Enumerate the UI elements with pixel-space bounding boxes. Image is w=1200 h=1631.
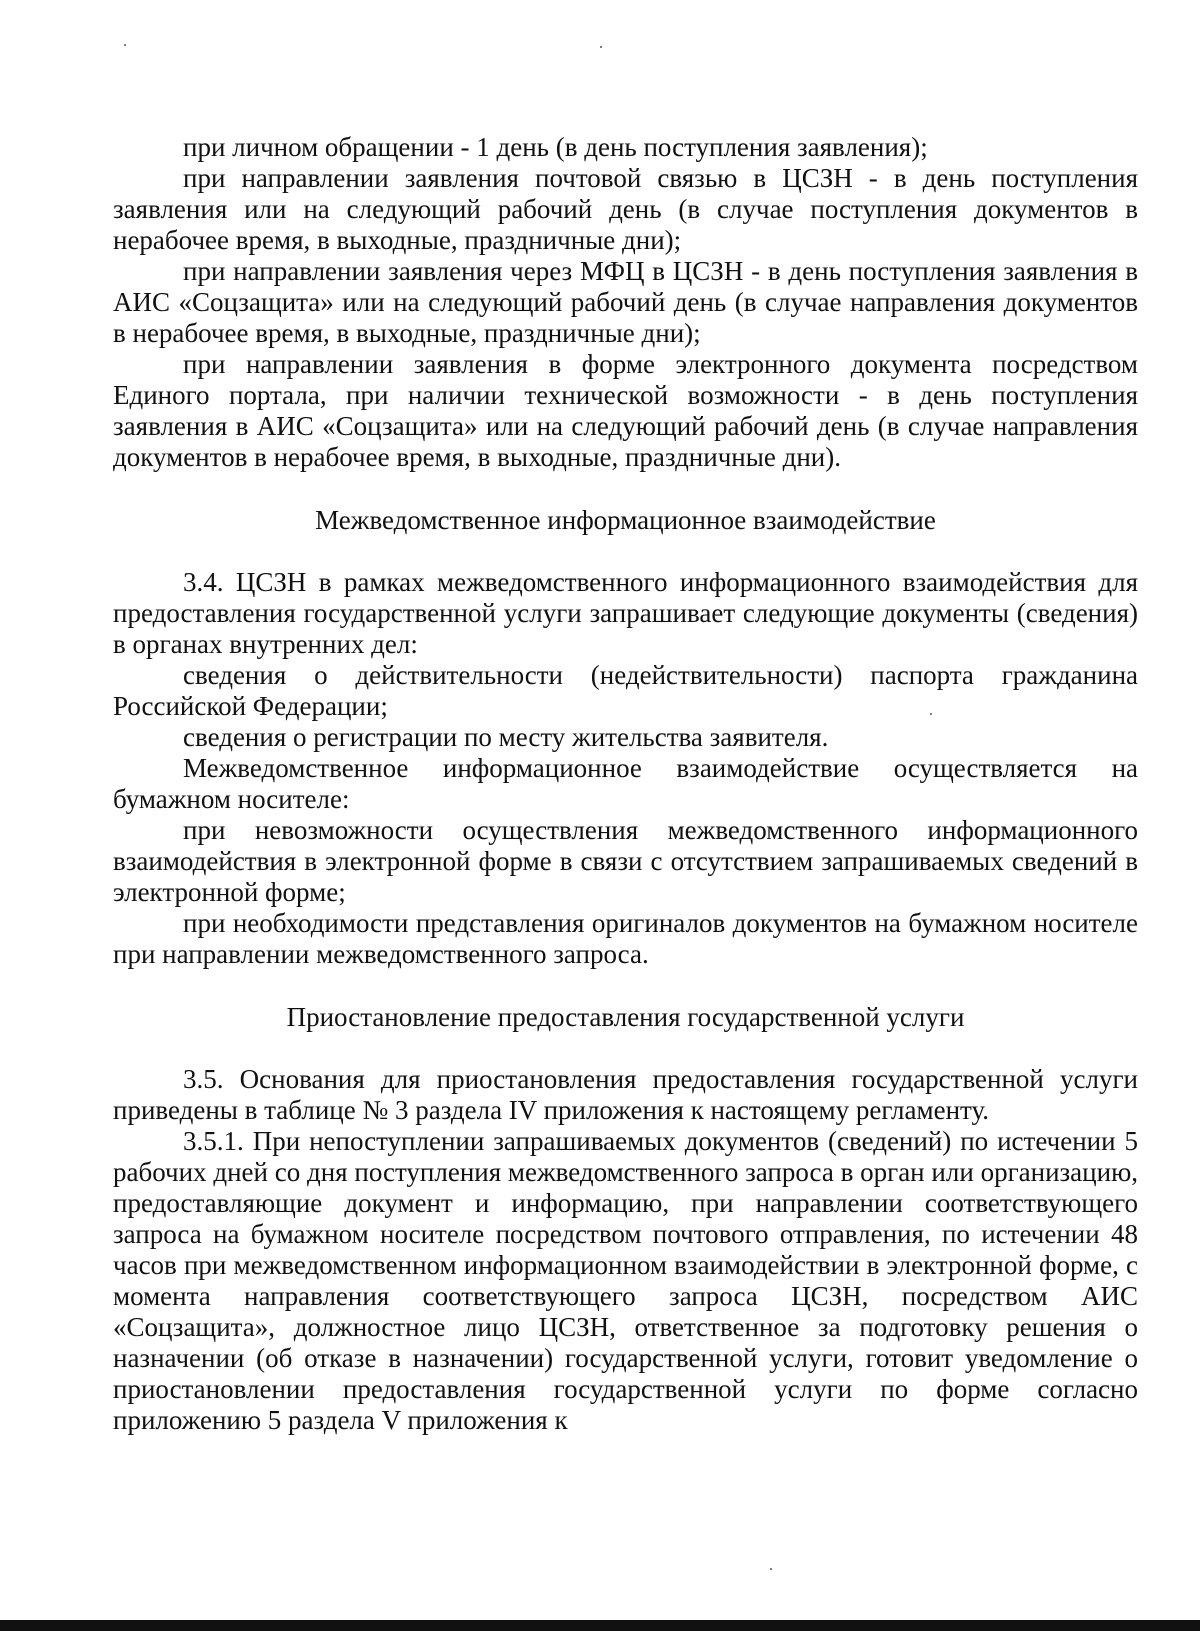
- paragraph-postal: при направлении заявления почтовой связью в ЦСЗН - в день поступления заявления или на следующий рабочий день (в случае поступления документов в нерабочее время, в выходные, праздничные дни);: [113, 163, 1138, 255]
- scan-bottom-edge: [0, 1620, 1200, 1631]
- scan-speck: [930, 713, 932, 715]
- section-heading-suspension: Приостановление предоставления государственной услуги: [286, 1002, 965, 1032]
- paragraph-3-5: 3.5. Основания для приостановления предоставления государственной услуги приведены в таблице № 3 раздела IV приложения к настоящему регламенту.: [113, 1064, 1138, 1125]
- paragraph-3-5-1: 3.5.1. При непоступлении запрашиваемых документов (сведений) по истечении 5 рабочих дней со дня поступления межведомственного запроса в орган или организацию, предоставляющие документ и информацию, при направлении соответствующего запроса на бумажном носителе посредством почтового отправления, по истечении 48 часов при межведомственном информационном взаимодействии в электронной форме, с момента направления соответствующего запроса ЦСЗН, посредством АИС «Соцзащита», должностное лицо ЦСЗН, ответственное за подготовку решения о назначении (об отказе в назначении) государственной услуги, готовит уведомление о приостановлении предоставления государственной услуги по форме согласно приложению 5 раздела V приложения к: [113, 1126, 1138, 1435]
- paragraph-passport-info: сведения о действительности (недействительности) паспорта гражданина Российской Федерации;: [113, 660, 1138, 721]
- paragraph-paper-medium: Межведомственное информационное взаимодействие осуществляется на бумажном носителе:: [113, 753, 1138, 814]
- paragraph-registration-info: сведения о регистрации по месту жительства заявителя.: [183, 722, 829, 752]
- paragraph-3-4: 3.4. ЦСЗН в рамках межведомственного информационного взаимодействия для предоставления государственной услуги запрашивает следующие документы (сведения) в органах внутренних дел:: [113, 567, 1138, 659]
- scan-speck: [124, 44, 126, 46]
- paragraph-electronic: при направлении заявления в форме электронного документа посредством Единого портала, при наличии технической возможности - в день поступления заявления в АИС «Соцзащита» или на следующий рабочий день (в случае направления документов в нерабочее время, в выходные, праздничные дни).: [113, 349, 1138, 472]
- scan-speck: [770, 1568, 772, 1570]
- document-page: [113, 132, 1138, 1436]
- paragraph-mfc: при направлении заявления через МФЦ в ЦСЗН - в день поступления заявления в АИС «Соцзащита» или на следующий рабочий день (в случае направления документов в нерабочее время, в выходные, праздничные дни);: [113, 256, 1138, 348]
- section-heading-interagency: Межведомственное информационное взаимодействие: [315, 505, 936, 535]
- paragraph-personal-appeal: при личном обращении - 1 день (в день поступления заявления);: [183, 132, 928, 162]
- scan-speck: [600, 46, 602, 48]
- paragraph-impossibility: при невозможности осуществления межведомственного информационного взаимодействия в электронной форме в связи с отсутствием запрашиваемых сведений в электронной форме;: [113, 815, 1138, 907]
- paragraph-originals: при необходимости представления оригиналов документов на бумажном носителе при направлении межведомственного запроса.: [113, 908, 1138, 969]
